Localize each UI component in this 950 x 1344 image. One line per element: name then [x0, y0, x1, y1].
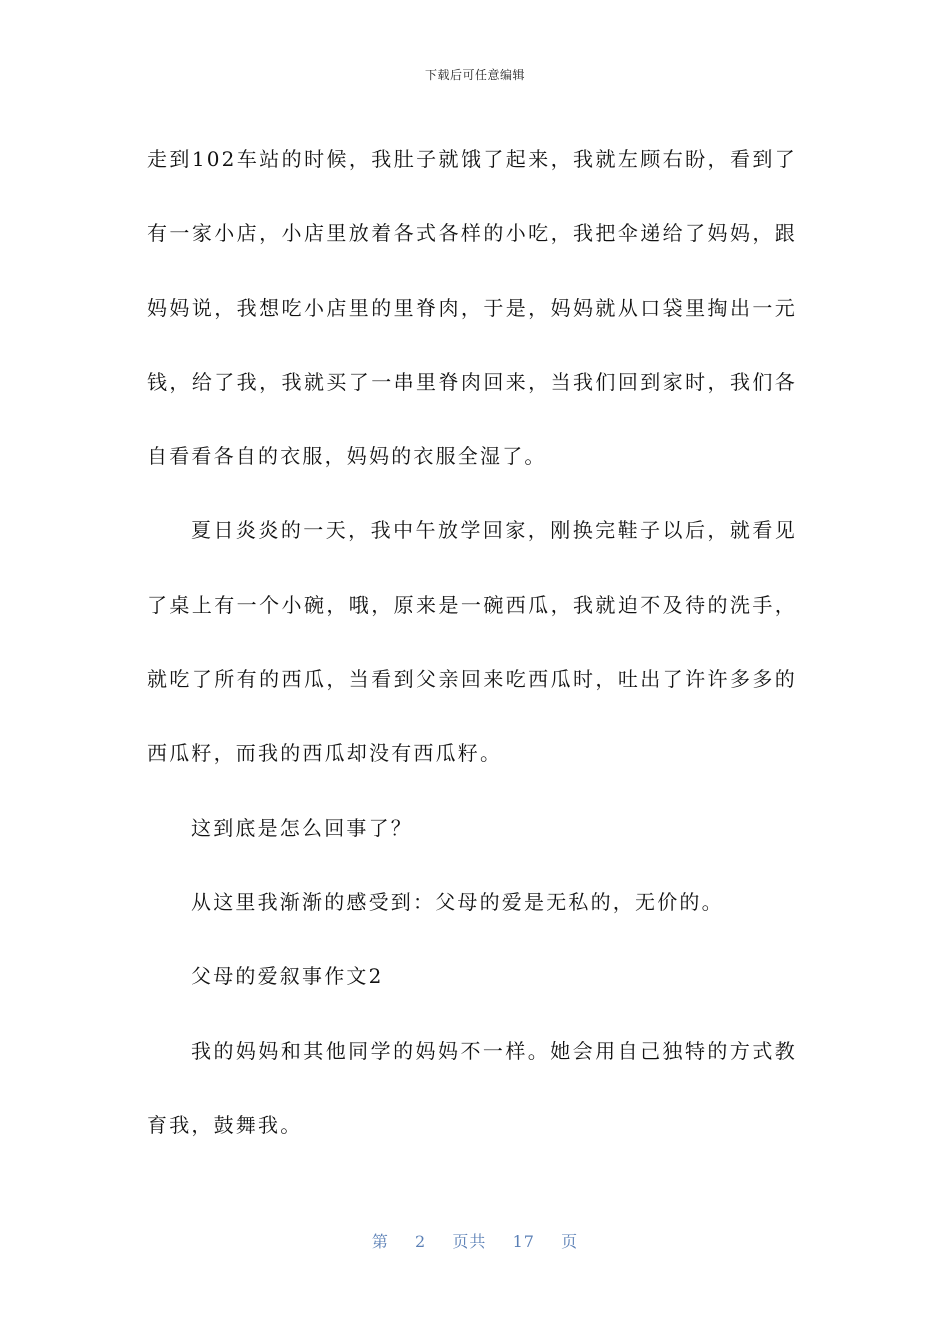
paragraph-2: 夏日炎炎的一天，我中午放学回家，刚换完鞋子以后，就看见了桌上有一个小碗，哦，原来是一碗西瓜，我就迫不及待的洗手，就吃了所有的西瓜，当看到父亲回来吃西瓜时，吐出了许许多多的西瓜籽，而我的西瓜却没有西瓜籽。	[147, 518, 797, 766]
footer-page-number: 2	[415, 1232, 427, 1251]
page-footer	[0, 1229, 950, 1252]
paragraph-4: 从这里我渐渐的感受到：父母的爱是无私的，无价的。	[191, 889, 724, 914]
section-heading: 父母的爱叙事作文2	[191, 964, 384, 989]
body-text	[147, 122, 797, 1162]
footer-prefix: 第	[371, 1232, 389, 1251]
paragraph-1: 走到102车站的时候，我肚子就饿了起来，我就左顾右盼，看到了有一家小店，小店里放着各式各样的小吃，我把伞递给了妈妈，跟妈妈说，我想吃小店里的里脊肉，于是，妈妈就从口袋里掏出一元钱，给了我，我就买了一串里脊肉回来，当我们回到家时，我们各自看看各自的衣服，妈妈的衣服全湿了。	[147, 147, 797, 469]
page-header: 下载后可任意编辑	[424, 68, 525, 82]
footer-middle: 页共	[452, 1232, 487, 1251]
paragraph-5: 我的妈妈和其他同学的妈妈不一样。她会用自己独特的方式教育我，鼓舞我。	[147, 1038, 797, 1137]
paragraph-3: 这到底是怎么回事了？	[191, 815, 413, 840]
footer-suffix: 页	[561, 1232, 579, 1251]
footer-total-pages: 17	[512, 1232, 535, 1251]
